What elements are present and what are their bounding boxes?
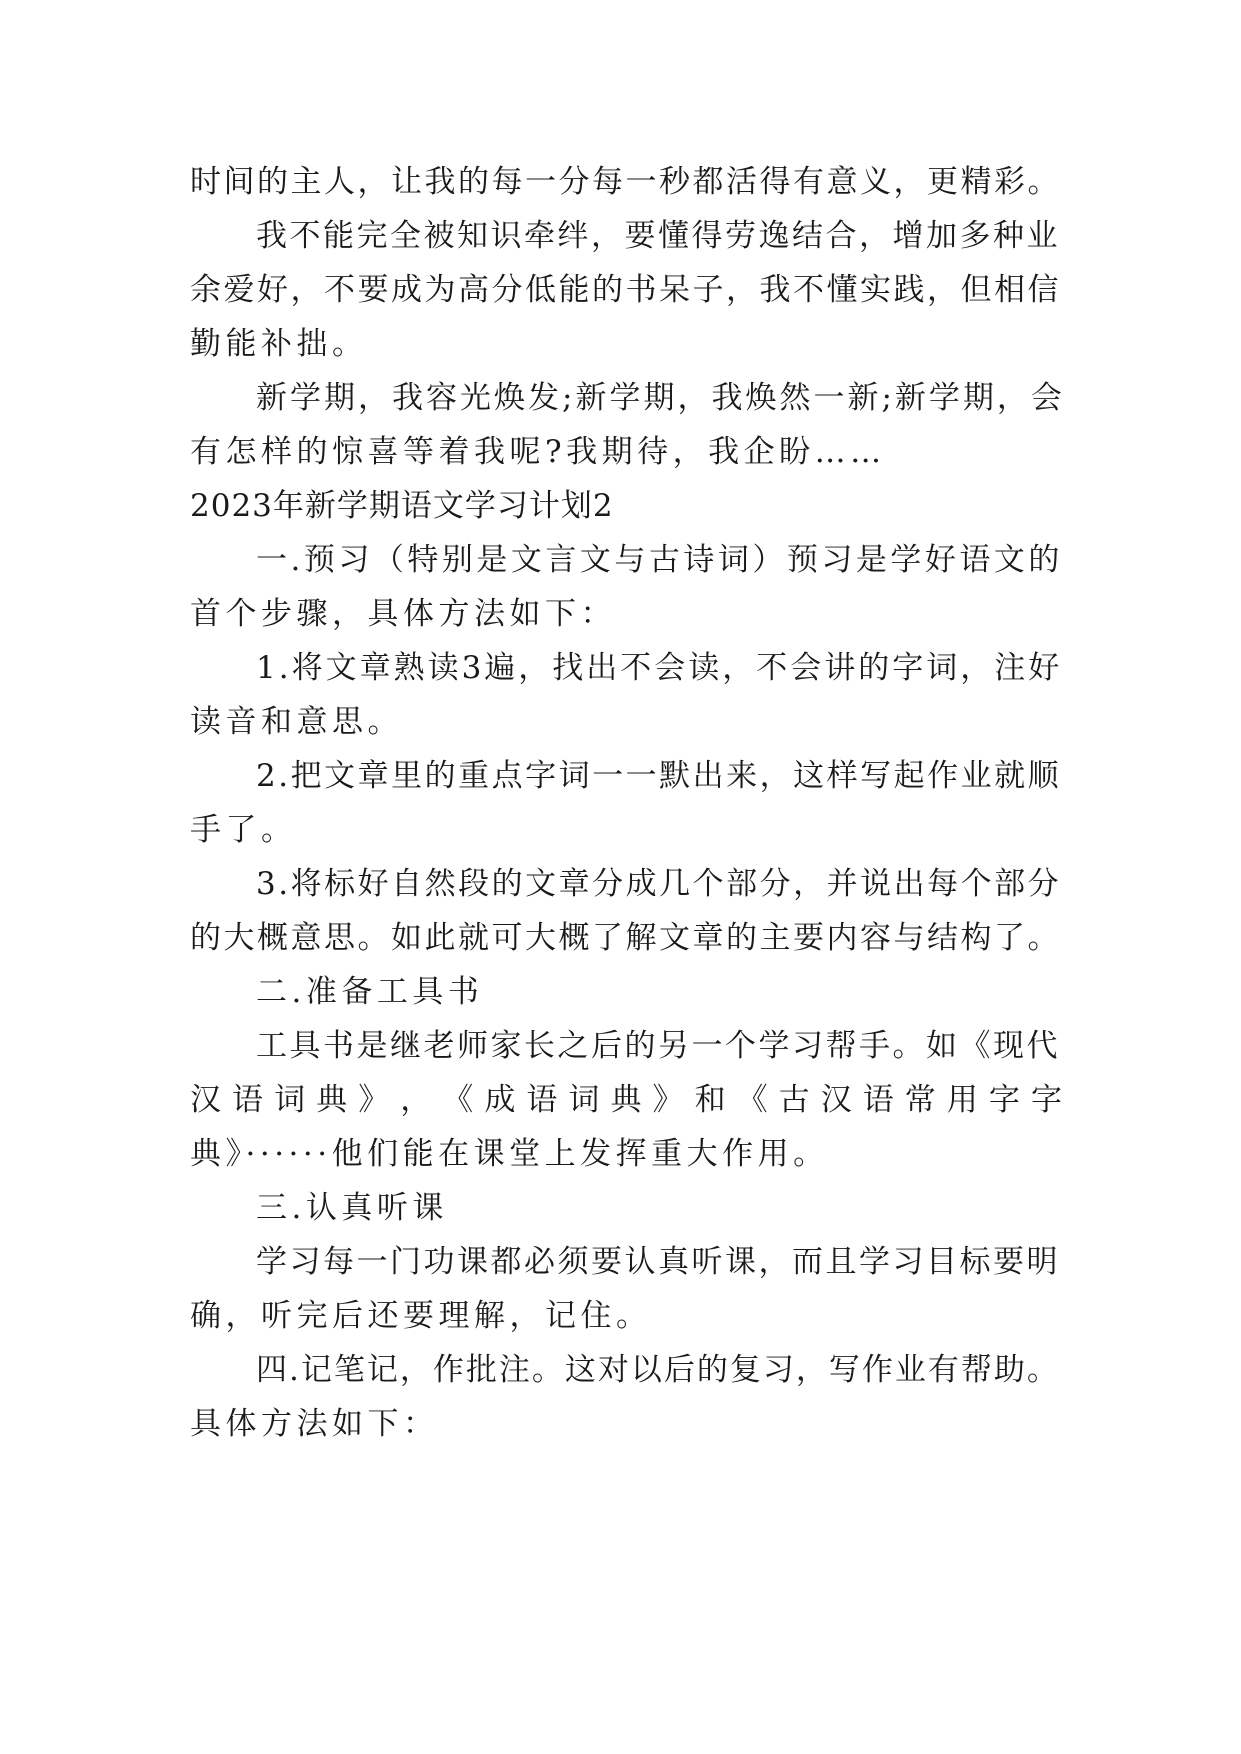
text-line: 四.记笔记，作批注。这对以后的复习，写作业有帮助。 [256, 1352, 1060, 1388]
text-line: 读音和意思。 [190, 704, 403, 740]
text-line: 手了。 [190, 812, 297, 848]
text-line: 时间的主人，让我的每一分每一秒都活得有意义，更精彩。 [190, 164, 1061, 200]
text-line: 具体方法如下： [190, 1406, 439, 1442]
subheading: 三.认真听课 [256, 1190, 448, 1226]
text-line: 典》······他们能在课堂上发挥重大作用。 [190, 1136, 829, 1172]
text-line: 勤能补拙。 [190, 326, 368, 362]
text-line: 工具书是继老师家长之后的另一个学习帮手。如《现代 [256, 1028, 1060, 1064]
text-line: 1.将文章熟读3遍，找出不会读，不会讲的字词，注好 [256, 650, 1063, 686]
text-line: 3.将标好自然段的文章分成几个部分，并说出每个部分 [256, 866, 1062, 902]
justified-text-line: 汉 语 词 典 》 ， 《 成 语 词 典 》 和 《 古 汉 语 常 用 字 字 [190, 1082, 1062, 1118]
text-line: 新学期，我容光焕发;新学期，我焕然一新;新学期，会 [256, 380, 1065, 416]
section-heading: 2023年新学期语文学习计划2 [190, 488, 614, 524]
subheading: 二.准备工具书 [256, 974, 484, 1010]
text-line: 学习每一门功课都必须要认真听课，而且学习目标要明 [256, 1244, 1060, 1280]
text-line: 一.预习（特别是文言文与古诗词）预习是学好语文的 [256, 542, 1063, 578]
text-line: 2.把文章里的重点字词一一默出来，这样写起作业就顺 [256, 758, 1062, 794]
text-line: 余爱好，不要成为高分低能的书呆子，我不懂实践，但相信 [190, 272, 1061, 308]
text-line: 我不能完全被知识牵绊，要懂得劳逸结合，增加多种业 [256, 218, 1060, 254]
text-line: 确，听完后还要理解，记住。 [190, 1298, 652, 1334]
text-line: 的大概意思。如此就可大概了解文章的主要内容与结构了。 [190, 920, 1061, 956]
text-line: 首个步骤，具体方法如下： [190, 596, 616, 632]
text-line: 有怎样的惊喜等着我呢?我期待，我企盼…… [190, 434, 886, 470]
